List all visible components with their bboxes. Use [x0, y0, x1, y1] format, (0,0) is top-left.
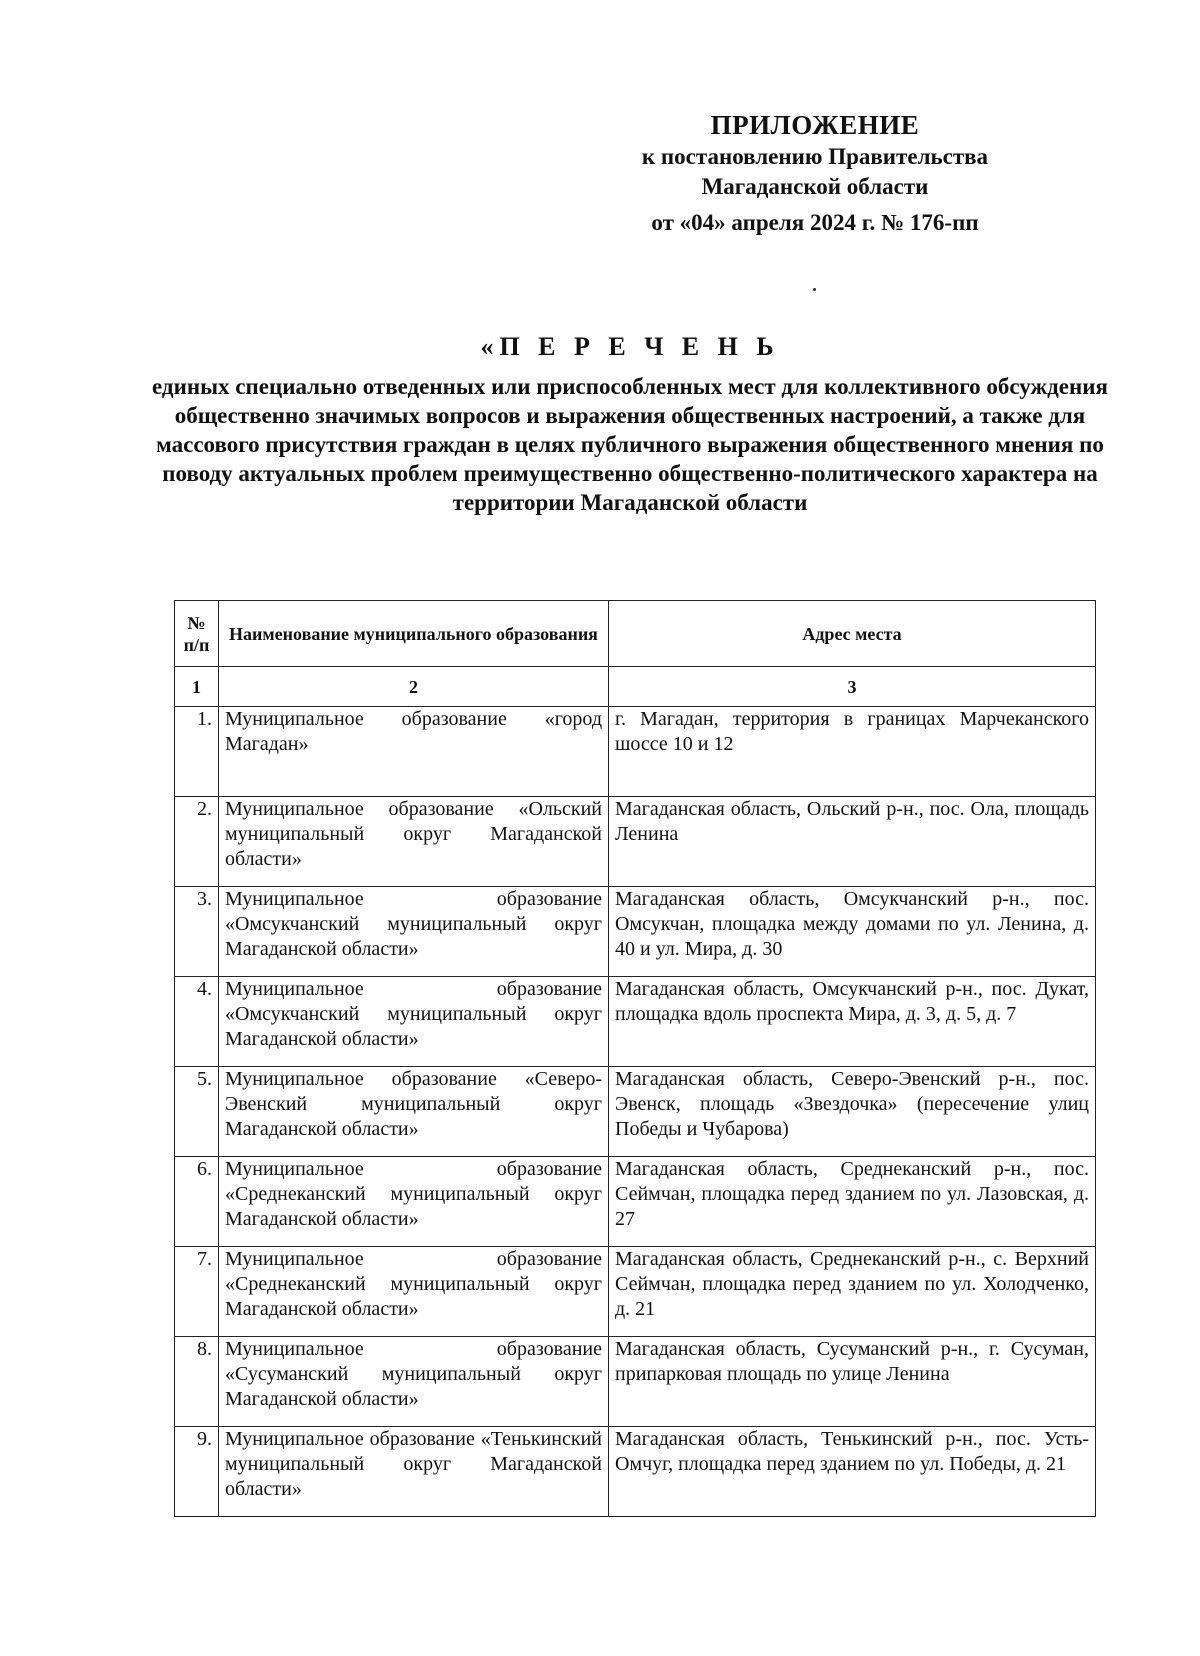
places-table: [174, 600, 1096, 1517]
place-address: г. Магадан, территория в границах Марчеканского шоссе 10 и 12: [609, 707, 1096, 797]
place-address: Магаданская область, Тенькинский р-н., пос. Усть-Омчуг, площадка перед зданием по ул. Победы, д. 21: [609, 1427, 1096, 1517]
table-row: [175, 1157, 1096, 1247]
row-number: 1.: [175, 707, 219, 797]
table-row: [175, 1067, 1096, 1157]
table-row: [175, 707, 1096, 797]
municipality-name: Муниципальное образование «Тенькинский муниципальный округ Магаданской области»: [219, 1427, 609, 1517]
column-index: 3: [609, 667, 1096, 707]
appendix-date: от «04» апреля 2024 г. № 176-пп: [651, 210, 979, 235]
table-row: [175, 797, 1096, 887]
column-index: 1: [175, 667, 219, 707]
table-row: [175, 977, 1096, 1067]
municipality-name: Муниципальное образование «Ольский муниципальный округ Магаданской области»: [219, 797, 609, 887]
list-subtitle: единых специально отведенных или приспособленных мест для коллективного обсуждения общественно значимых вопросов и выражения общественных настроений, а также для массового присутствия граждан в целях публичного выражения общественного мнения по поводу актуальных проблем преимущественно общественно-политического характера на территории Магаданской области: [152, 374, 1108, 515]
header-address: Адрес места: [609, 601, 1096, 667]
row-number: 8.: [175, 1337, 219, 1427]
municipality-name: Муниципальное образование «Омсукчанский муниципальный округ Магаданской области»: [219, 977, 609, 1067]
table-row: [175, 1427, 1096, 1517]
place-address: Магаданская область, Омсукчанский р-н., пос. Омсукчан, площадка между домами по ул. Ленина, д. 40 и ул. Мира, д. 30: [609, 887, 1096, 977]
scan-speck: [813, 288, 816, 291]
table-row: [175, 887, 1096, 977]
table-header-row: [175, 601, 1096, 667]
row-number: 2.: [175, 797, 219, 887]
municipality-name: Муниципальное образование «Среднеканский муниципальный округ Магаданской области»: [219, 1247, 609, 1337]
row-number: 5.: [175, 1067, 219, 1157]
table-row: [175, 1247, 1096, 1337]
table-row: [175, 1337, 1096, 1427]
municipality-name: Муниципальное образование «Сусуманский муниципальный округ Магаданской области»: [219, 1337, 609, 1427]
place-address: Магаданская область, Северо-Эвенский р-н., пос. Эвенск, площадь «Звездочка» (пересечение улиц Победы и Чубарова): [609, 1067, 1096, 1157]
appendix-line-2: Магаданской области: [701, 174, 929, 199]
row-number: 6.: [175, 1157, 219, 1247]
place-address: Магаданская область, Омсукчанский р-н., пос. Дукат, площадка вдоль проспекта Мира, д. 3, д. 5, д. 7: [609, 977, 1096, 1067]
place-address: Магаданская область, Ольский р-н., пос. Ола, площадь Ленина: [609, 797, 1096, 887]
row-number: 4.: [175, 977, 219, 1067]
appendix-title: ПРИЛОЖЕНИЕ: [710, 110, 920, 140]
row-number: 3.: [175, 887, 219, 977]
column-index: 2: [219, 667, 609, 707]
place-address: Магаданская область, Сусуманский р-н., г. Сусуман, припарковая площадь по улице Ленина: [609, 1337, 1096, 1427]
municipality-name: Муниципальное образование «Среднеканский муниципальный округ Магаданской области»: [219, 1157, 609, 1247]
appendix-block: [580, 108, 1050, 238]
row-number: 9.: [175, 1427, 219, 1517]
place-address: Магаданская область, Среднеканский р-н., пос. Сеймчан, площадка перед зданием по ул. Лазовская, д. 27: [609, 1157, 1096, 1247]
place-address: Магаданская область, Среднеканский р-н., с. Верхний Сеймчан, площадка перед зданием по ул. Холодченко, д. 21: [609, 1247, 1096, 1337]
municipality-name: Муниципальное образование «город Магадан»: [219, 707, 609, 797]
header-num: № п/п: [175, 601, 219, 667]
municipality-name: Муниципальное образование «Омсукчанский муниципальный округ Магаданской области»: [219, 887, 609, 977]
list-title: «П Е Р Е Ч Е Н Ь: [480, 332, 780, 361]
column-index-row: [175, 667, 1096, 707]
header-name: Наименование муниципального образования: [219, 601, 609, 667]
row-number: 7.: [175, 1247, 219, 1337]
appendix-line-1: к постановлению Правительства: [641, 144, 989, 169]
municipality-name: Муниципальное образование «Северо-Эвенский муниципальный округ Магаданской области»: [219, 1067, 609, 1157]
